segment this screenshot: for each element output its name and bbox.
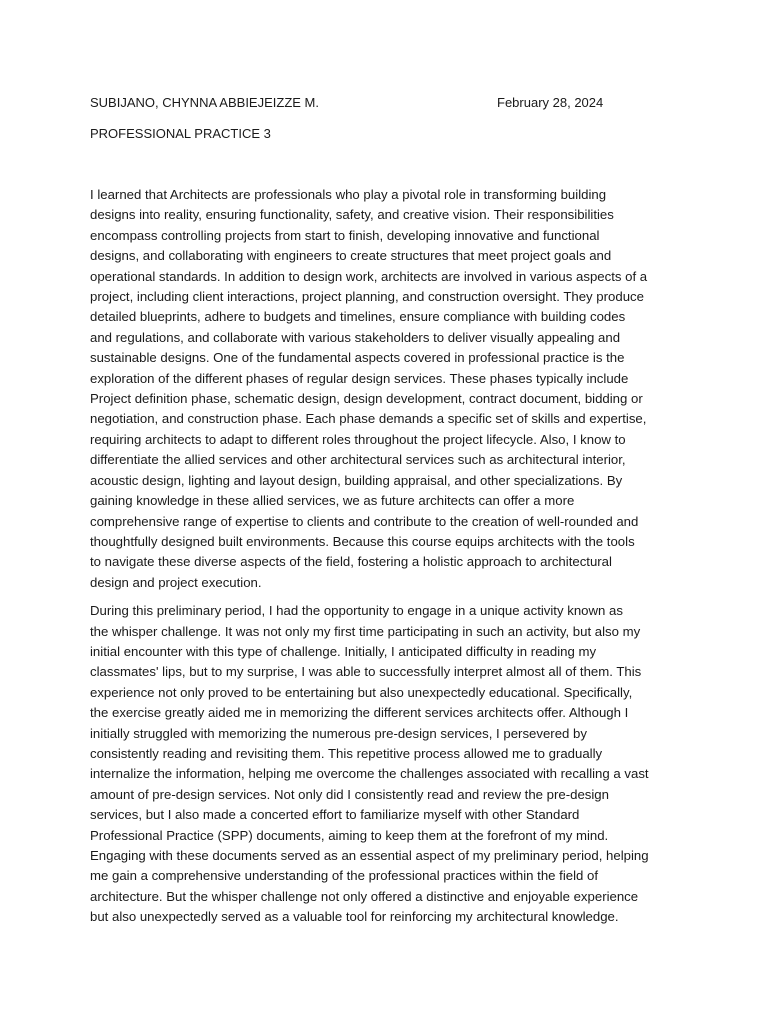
- text-line: Professional Practice (SPP) documents, aiming to keep them at the forefront of my mind.: [90, 827, 609, 843]
- document-body: [90, 185, 660, 928]
- text-line: but also unexpectedly served as a valuable tool for reinforcing my architectural knowledge.: [90, 909, 619, 925]
- text-line: I learned that Architects are professionals who play a pivotal role in transforming building: [90, 187, 607, 202]
- text-line: internalize the information, helping me overcome the challenges associated with recalling a vast: [90, 766, 649, 782]
- text-line: differentiate the allied services and other architectural services such as architectural interior,: [90, 452, 626, 468]
- text-line: initially struggled with memorizing the numerous pre-design services, I persevered by: [90, 725, 587, 741]
- course-title: PROFESSIONAL PRACTICE 3: [90, 126, 271, 141]
- text-line: operational standards. In addition to design work, architects are involved in various aspects of a: [90, 268, 648, 284]
- text-line: Project definition phase, schematic design, design development, contract document, bidding or: [90, 391, 643, 407]
- text-line: acoustic design, lighting and layout design, building appraisal, and other specializations. By: [90, 472, 623, 488]
- author-name: SUBIJANO, CHYNNA ABBIEJEIZZE M.: [90, 95, 319, 110]
- text-line: the exercise greatly aided me in memorizing the different services architects offer. Although I: [90, 705, 629, 721]
- text-line: negotiation, and construction phase. Each phase demands a specific set of skills and expertise,: [90, 411, 647, 427]
- text-line: exploration of the different phases of regular design services. These phases typically include: [90, 370, 629, 386]
- text-line: initial encounter with this type of challenge. Initially, I anticipated difficulty in reading my: [90, 643, 597, 659]
- paragraph-2: [90, 601, 660, 928]
- text-line: services, but I also made a concerted effort to familiarize myself with other Standard: [90, 807, 580, 823]
- text-line: the whisper challenge. It was not only my first time participating in such an activity, but also my: [90, 623, 641, 639]
- text-line: detailed blueprints, adhere to budgets and timelines, ensure compliance with building codes: [90, 309, 626, 325]
- text-line: architecture. But the whisper challenge not only offered a distinctive and enjoyable experience: [90, 888, 639, 904]
- text-line: to navigate these diverse aspects of the field, fostering a holistic approach to architectural: [90, 554, 612, 570]
- text-line: comprehensive range of expertise to clients and contribute to the creation of well-rounded and: [90, 513, 639, 529]
- text-line: thoughtfully designed built environments. Because this course equips architects with the tools: [90, 533, 635, 549]
- text-line: requiring architects to adapt to different roles throughout the project lifecycle. Also, I know to: [90, 431, 626, 447]
- text-line: project, including client interactions, project planning, and construction oversight. They produce: [90, 289, 644, 305]
- text-line: classmates' lips, but to my surprise, I was able to successfully interpret almost all of them. This: [90, 664, 642, 680]
- text-line: design and project execution.: [90, 574, 262, 590]
- text-line: experience not only proved to be entertaining but also unexpectedly educational. Specifically,: [90, 684, 633, 700]
- text-line: amount of pre-design services. Not only did I consistently read and review the pre-design: [90, 786, 609, 802]
- text-line: encompass controlling projects from start to finish, developing innovative and functional: [90, 227, 600, 243]
- text-line: me gain a comprehensive understanding of the professional practices within the field of: [90, 868, 599, 884]
- paragraph-1: [90, 185, 660, 593]
- text-line: gaining knowledge in these allied services, we as future architects can offer a more: [90, 493, 575, 509]
- text-line: designs into reality, ensuring functionality, safety, and creative vision. Their responsibilities: [90, 207, 614, 223]
- text-line: sustainable designs. One of the fundamental aspects covered in professional practice is the: [90, 350, 625, 366]
- text-line: and regulations, and collaborate with various stakeholders to deliver visually appealing and: [90, 329, 621, 345]
- text-line: Engaging with these documents served as an essential aspect of my preliminary period, helping: [90, 848, 649, 863]
- document-date: February 28, 2024: [497, 95, 604, 110]
- text-line: designs, and collaborating with engineers to create structures that meet project goals and: [90, 248, 612, 264]
- text-line: consistently reading and revisiting them. This repetitive process allowed me to gradually: [90, 745, 603, 761]
- text-line: During this preliminary period, I had the opportunity to engage in a unique activity known as: [90, 603, 623, 619]
